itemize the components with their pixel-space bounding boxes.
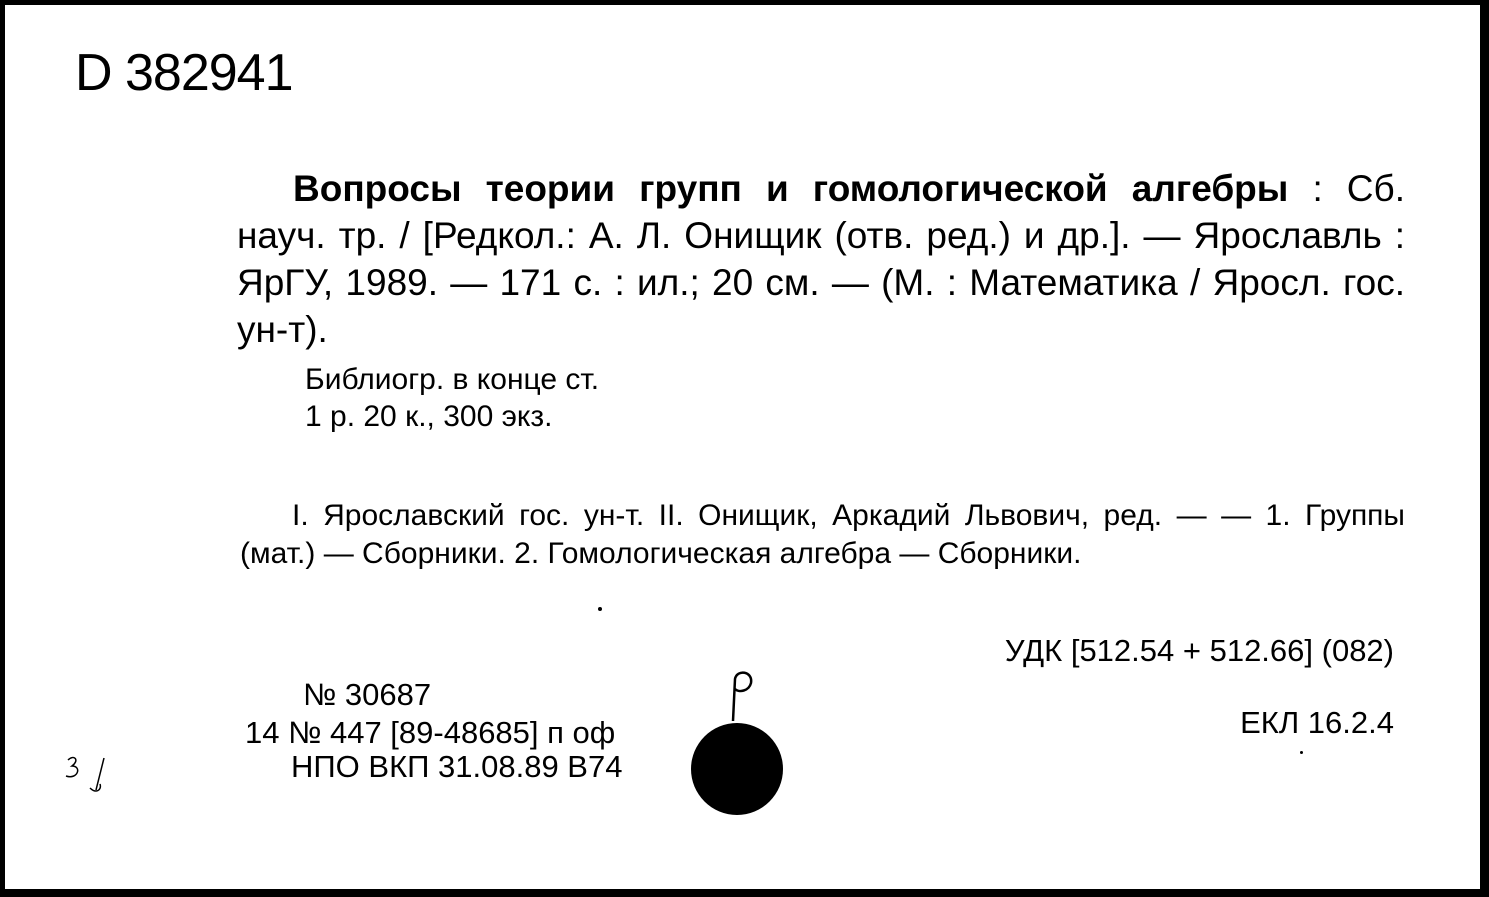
- book-title: Вопросы теории групп и гомологической алгебры: [293, 168, 1289, 209]
- print-line: 14 № 447 [89-48685] п оф: [245, 715, 616, 750]
- udk-code: УДК [512.54 + 512.66] (082): [1004, 633, 1394, 668]
- tracing: I. Ярославский гос. ун-т. II. Онищик, Аркадий Львович, ред. — — 1. Группы (мат.) — Сборники. 2. Гомологическая алгебра — Сборники.: [240, 499, 1405, 570]
- catalog-card: [3, 3, 1482, 891]
- npo-line: НПО ВКП 31.08.89 В74: [291, 749, 623, 784]
- punch-hole: [691, 723, 783, 815]
- call-number: D 382941: [75, 44, 293, 102]
- handwritten-scribble: [60, 750, 120, 800]
- stray-dot: [598, 607, 602, 611]
- bibliographic-description: [237, 165, 1405, 353]
- stray-dot: [1300, 751, 1303, 754]
- description-rest: : Сб. науч. тр. / [Редкол.: А. Л. Онищик (отв. ред.) и др.]. — Ярославль : ЯрГУ, 1989. — 171 с. : ил.; 20 см. — (М. : Математика / Яросл. гос. ун-т).: [237, 168, 1406, 350]
- handwritten-mark: [723, 665, 763, 725]
- bibliography-note: Библиогр. в конце ст.: [305, 363, 600, 396]
- card-number: № 30687: [303, 677, 432, 712]
- notes: [305, 361, 599, 435]
- ekl-code: ЕКЛ 16.2.4: [1240, 705, 1394, 740]
- price-note: 1 р. 20 к., 300 экз.: [305, 400, 553, 433]
